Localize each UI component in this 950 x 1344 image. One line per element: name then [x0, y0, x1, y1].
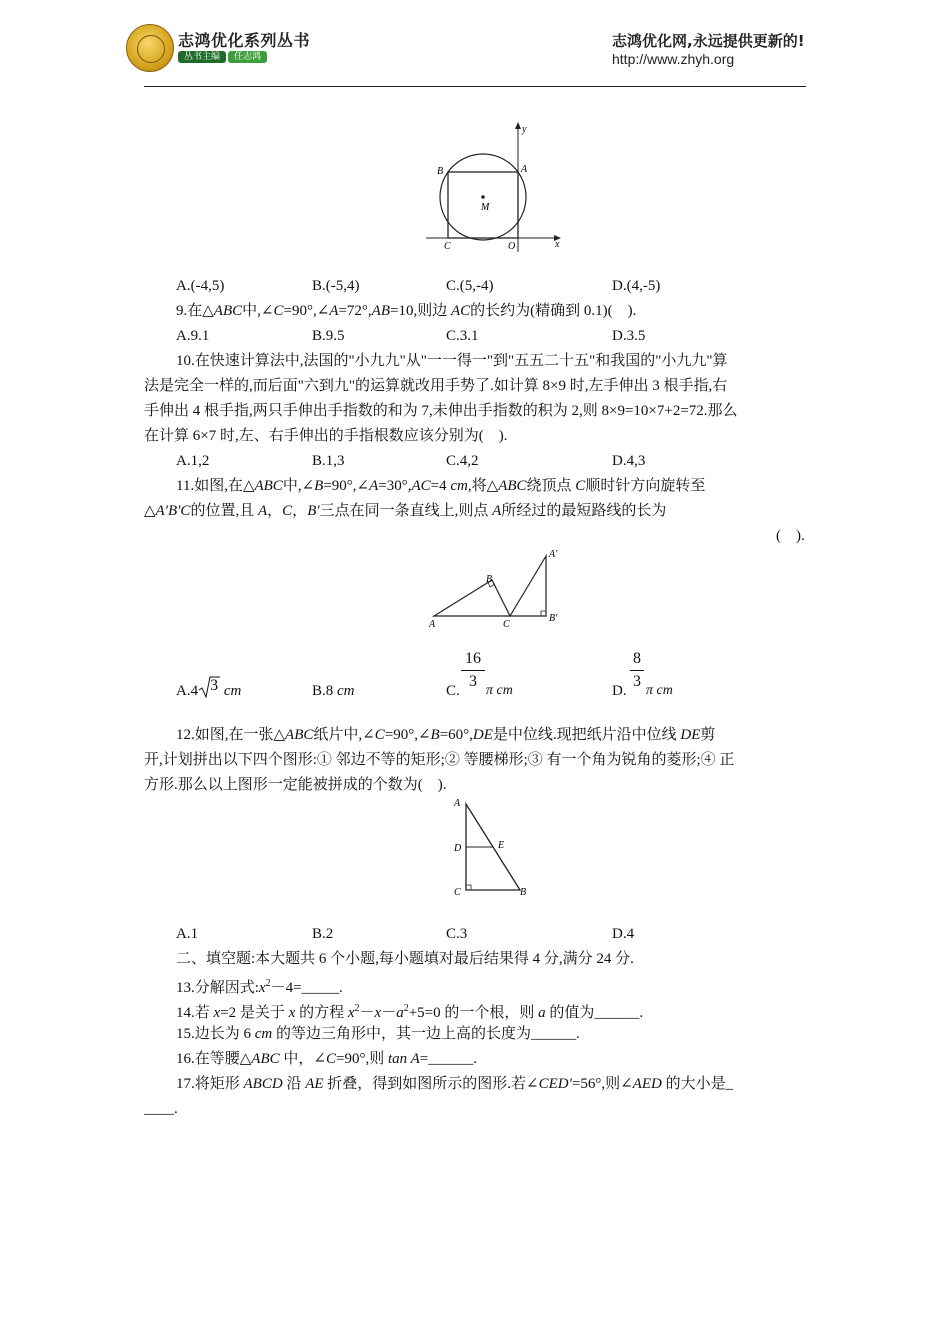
- q10-line-1: 10.在快速计算法中,法国的"小九九"从"一一得一"到"五五二十五"和我国的"小九九"算: [176, 353, 728, 369]
- q12-line-1: 12.如图,在一张△ABC纸片中,∠C=90°,∠B=60°,DE是中位线.现把纸片沿中位线 DE剪: [176, 727, 716, 743]
- fig12-label-e: E: [498, 840, 505, 851]
- q11-option-c-prefix: C.: [446, 683, 460, 699]
- q10-option-c: C.4,2: [446, 453, 479, 469]
- figure-midline-triangle: [448, 794, 538, 904]
- q9-text: 9.在△ABC中,∠C=90°,∠A=72°,AB=10,则边 AC的长约为(精确到 0.1)( ).: [176, 303, 637, 319]
- section-2-heading: 二、填空题:本大题共 6 个小题,每小题填对最后结果得 4 分,满分 24 分.: [176, 951, 634, 967]
- q11-answer-bracket: ( ).: [776, 528, 805, 544]
- q10-option-a: A.1,2: [176, 453, 210, 469]
- logo-emblem: [126, 24, 174, 72]
- fig8-label-x: x: [555, 239, 560, 250]
- series-title: 志鸿优化系列丛书: [178, 31, 311, 50]
- q11-option-d-fraction: 8 3: [630, 650, 644, 691]
- fig11-label-c: C: [503, 619, 510, 630]
- q14-text: 14.若 x=2 是关于 x 的方程 $x^2-x-a^2+5=0$ 的一个根，则 a 的值为______.: [176, 1003, 644, 1021]
- fig11-label-b-prime: B′: [549, 613, 558, 624]
- fig12-label-a: A: [454, 798, 461, 809]
- chief-editor-label: 丛书主编: [178, 51, 226, 63]
- figure-circle-square: [420, 120, 570, 255]
- q11-option-d-unit: π cm: [646, 683, 673, 698]
- fig11-label-b: B: [486, 574, 493, 585]
- q10-line-4: 在计算 6×7 时,左、右手伸出的手指根数应该分别为( ).: [144, 428, 508, 444]
- fig8-label-y: y: [522, 124, 527, 135]
- q15-text: 15.边长为 6 cm 的等边三角形中，其一边上高的长度为______.: [176, 1026, 580, 1042]
- chief-editor-name: 任志鸿: [228, 51, 267, 63]
- fig8-label-o: O: [508, 241, 516, 252]
- fig12-label-d: D: [454, 843, 462, 854]
- q11-line-1: 11.如图,在△ABC中,∠B=90°,∠A=30°,AC=4 cm,将△ABC绕顶点 C顺时针方向旋转至: [176, 478, 706, 494]
- q12-option-c: C.3: [446, 926, 468, 942]
- q11-line-2: △A′B′C的位置,且 A，C，B′三点在同一条直线上,则点 A所经过的最短路线的长为: [144, 503, 667, 519]
- figure-rotated-triangle: [424, 544, 564, 634]
- fig11-label-a: A: [429, 619, 436, 630]
- site-url[interactable]: http://www.zhyh.org: [612, 51, 735, 67]
- q9-option-d: D.3.5: [612, 328, 646, 344]
- q8-option-d: D.(4,-5): [612, 278, 661, 294]
- q8-option-c: C.(5,-4): [446, 278, 494, 294]
- q11-option-c-fraction: 16 3: [461, 650, 485, 691]
- fig11-label-a-prime: A′: [549, 549, 558, 560]
- q11-option-d-prefix: D.: [612, 683, 627, 699]
- fig8-label-c: C: [444, 241, 451, 252]
- q12-option-d: D.4: [612, 926, 635, 942]
- fig12-label-b: B: [520, 887, 527, 898]
- q11-option-c-unit: π cm: [486, 683, 513, 698]
- q9-option-b: B.9.5: [312, 328, 345, 344]
- fig12-label-c: C: [454, 887, 461, 898]
- q8-option-a: A.(-4,5): [176, 278, 225, 294]
- header-rule: [144, 86, 806, 87]
- site-slogan: 志鸿优化网,永远提供更新的!: [612, 32, 805, 50]
- q16-text: 16.在等腰△ABC 中，∠C=90°,则 tan A=______.: [176, 1051, 477, 1067]
- fig8-label-a: A: [521, 164, 528, 175]
- q10-option-d: D.4,3: [612, 453, 646, 469]
- fig8-label-m: M: [481, 202, 490, 213]
- q12-line-2: 开,计划拼出以下四个图形:① 邻边不等的矩形;② 等腰梯形;③ 有一个角为锐角的菱形;④ 正: [144, 752, 735, 768]
- q12-option-b: B.2: [312, 926, 334, 942]
- q8-option-b: B.(-5,4): [312, 278, 360, 294]
- q13-text: 13.分解因式$:x^2-4=\_\_\_\_\_$.: [176, 978, 343, 996]
- q10-line-3: 手伸出 4 根手指,两只手伸出手指数的和为 7,未伸出手指数的积为 2,则 8×9=10×7+2=72.那么: [144, 403, 738, 419]
- q11-option-a: A.4 3 cm: [176, 677, 242, 699]
- q10-line-2: 法是完全一样的,而后面"六到九"的运算就改用手势了.如计算 8×9 时,左手伸出 3 根手指,右: [144, 378, 728, 394]
- q12-option-a: A.1: [176, 926, 199, 942]
- q12-line-3: 方形.那么以上图形一定能被拼成的个数为( ).: [144, 777, 447, 793]
- q17-line-1: 17.将矩形 ABCD 沿 AE 折叠，得到如图所示的图形.若∠CED′=56°,则∠AED 的大小是_: [176, 1076, 734, 1092]
- q11-option-b: B.8 cm: [312, 683, 355, 699]
- q17-line-2: ____.: [144, 1101, 178, 1117]
- q9-option-c: C.3.1: [446, 328, 479, 344]
- q10-option-b: B.1,3: [312, 453, 345, 469]
- fig8-label-b: B: [437, 166, 444, 177]
- q9-option-a: A.9.1: [176, 328, 210, 344]
